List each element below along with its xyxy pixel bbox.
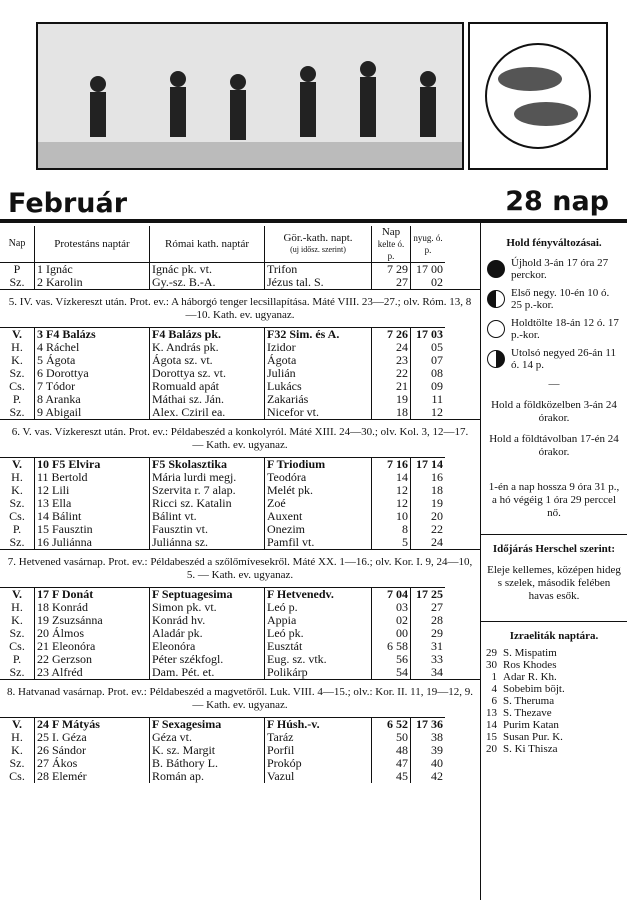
greek-name: F Triodium — [265, 458, 372, 472]
sermon-note: 7. Hetvened vasárnap. Prot. ev.: Példabeszéd a szőlőmívesekről. Máté XX. 1—16.; olv. Kor. I. 9, 24—10, 5. — Kath. ev. ugyanaz. — [0, 549, 480, 587]
sunrise: 8 — [372, 523, 411, 536]
moon-phase-item — [481, 254, 627, 284]
day-row — [0, 666, 445, 679]
col-protestant-header: Protestáns naptár — [35, 226, 150, 262]
greek-name: Auxent — [265, 510, 372, 523]
day-abbr: V. — [11, 327, 23, 341]
protestant-name: 4 Ráchel — [35, 341, 150, 354]
roman-name: Simon pk. vt. — [150, 601, 265, 614]
day-abbr: Sz. — [9, 405, 25, 419]
sun-header: Nap — [381, 226, 401, 238]
sunrise: 14 — [372, 471, 411, 484]
israel-row — [483, 647, 568, 659]
greek-name: Pamfil vt. — [265, 536, 372, 549]
moon-title: Hold fényváltozásai. — [506, 237, 602, 249]
roman-name: F5 Skolasztika — [150, 458, 265, 472]
weather-text: Eleje kellemes, középen hideg s szelek, második felében havas esők. — [487, 564, 621, 602]
last-quarter-icon — [487, 350, 505, 368]
roman-name: Fausztin vt. — [150, 523, 265, 536]
sunrise: 54 — [372, 666, 411, 679]
greek-name: F Húsh.-v. — [265, 718, 372, 732]
israel-calendar — [483, 647, 568, 755]
day-abbr: V. — [11, 587, 23, 601]
sidebar — [480, 223, 627, 900]
roman-name: Ricci sz. Katalin — [150, 497, 265, 510]
sunset: 22 — [411, 523, 446, 536]
sunrise: 12 — [372, 484, 411, 497]
roman-name: Ágota sz. vt. — [150, 354, 265, 367]
sunrise: 03 — [372, 601, 411, 614]
roman-name: K. András pk. — [150, 341, 265, 354]
col-day-header: Nap — [8, 238, 26, 249]
sunrise: 10 — [372, 510, 411, 523]
sunrise: 48 — [372, 744, 411, 757]
day-row — [0, 458, 445, 472]
israel-event: S. Ki Thisza — [503, 743, 558, 755]
sunrise: 00 — [372, 627, 411, 640]
israel-row — [483, 731, 568, 743]
protestant-name: 28 Elemér — [35, 770, 150, 783]
greek-name: Lukács — [265, 380, 372, 393]
greek-name: Melét pk. — [265, 484, 372, 497]
protestant-name: 9 Abigail — [35, 406, 150, 419]
protestant-name: 12 Lili — [35, 484, 150, 497]
sunrise: 50 — [372, 731, 411, 744]
roman-name: Romuald apát — [150, 380, 265, 393]
sunset: 17 14 — [411, 458, 446, 472]
sunrise: 7 26 — [372, 328, 411, 342]
sunrise: 27 — [372, 276, 411, 289]
sunrise: 19 — [372, 393, 411, 406]
roman-name: Juliánna sz. — [150, 536, 265, 549]
day-abbr: Sz. — [9, 535, 25, 549]
protestant-name: 23 Alfréd — [35, 666, 150, 679]
day-row — [0, 718, 445, 732]
full-moon-icon — [487, 320, 505, 338]
moon-phase-text: Újhold 3-án 17 óra 27 perckor. — [511, 257, 609, 281]
greek-name: F Hetvenedv. — [265, 588, 372, 602]
greek-name: Zakariás — [265, 393, 372, 406]
roman-name: Gy.-sz. B.-A. — [150, 276, 265, 289]
protestant-name: 18 Konrád — [35, 601, 150, 614]
sunset: 17 25 — [411, 588, 446, 602]
protestant-name: 14 Bálint — [35, 510, 150, 523]
sunset: 17 03 — [411, 328, 446, 342]
israel-event: S. Thezave — [503, 707, 552, 719]
israel-day: 1 — [491, 671, 497, 683]
greek-name: Appia — [265, 614, 372, 627]
sunrise: 21 — [372, 380, 411, 393]
sunrise: 24 — [372, 341, 411, 354]
roman-name: Dorottya sz. vt. — [150, 367, 265, 380]
calendar-main — [0, 223, 480, 900]
greek-name: Trifon — [265, 263, 372, 277]
protestant-name: 6 Dorottya — [35, 367, 150, 380]
col-sun-set-header: nyug. ó. p. — [411, 226, 446, 262]
day-abbr: Cs. — [9, 379, 25, 393]
roman-name: Szervita r. 7 alap. — [150, 484, 265, 497]
sunset: 39 — [411, 744, 446, 757]
month-days-count: 28 nap — [505, 186, 609, 217]
greek-name: Nicefor vt. — [265, 406, 372, 419]
sunset: 20 — [411, 510, 446, 523]
greek-name: Taráz — [265, 731, 372, 744]
sunset: 17 00 — [411, 263, 446, 277]
israel-event: Susan Pur. K. — [503, 731, 563, 743]
day-row — [0, 770, 445, 783]
week-table — [0, 327, 445, 419]
protestant-name: 27 Ákos — [35, 757, 150, 770]
protestant-name: 21 Eleonóra — [35, 640, 150, 653]
israel-day: 13 — [486, 707, 497, 719]
roman-name: Géza vt. — [150, 731, 265, 744]
day-row — [0, 263, 445, 277]
col-roman-header: Római kath. naptár — [150, 226, 265, 262]
sunset: 31 — [411, 640, 446, 653]
protestant-name: 8 Aranka — [35, 393, 150, 406]
israel-day: 29 — [486, 647, 497, 659]
protestant-name: 22 Gerzson — [35, 653, 150, 666]
greek-name: Eusztát — [265, 640, 372, 653]
greek-name: Julián — [265, 367, 372, 380]
israel-row — [483, 659, 568, 671]
sunrise: 18 — [372, 406, 411, 419]
protestant-name: 19 Zsuzsánna — [35, 614, 150, 627]
day-abbr: P — [13, 262, 21, 276]
sunrise: 45 — [372, 770, 411, 783]
day-abbr: Cs. — [9, 769, 25, 783]
week-table — [0, 262, 445, 289]
calendar-header — [0, 226, 445, 262]
israel-event: S. Theruma — [503, 695, 555, 707]
israel-row — [483, 671, 568, 683]
sunrise: 22 — [372, 367, 411, 380]
roman-name: Dam. Pét. et. — [150, 666, 265, 679]
israel-row — [483, 719, 568, 731]
sunset: 11 — [411, 393, 446, 406]
israel-event: Adar R. Kh. — [503, 671, 557, 683]
moon-phases — [481, 254, 627, 374]
moon-phase-item — [481, 314, 627, 344]
sunset: 40 — [411, 757, 446, 770]
day-abbr: Sz. — [9, 626, 25, 640]
day-abbr: H. — [11, 730, 23, 744]
moon-phase-text: Holdtölte 18-án 12 ó. 17 p.-kor. — [511, 317, 619, 341]
protestant-name: 17 F Donát — [35, 588, 150, 602]
sunrise: 47 — [372, 757, 411, 770]
greek-name: Izidor — [265, 341, 372, 354]
sunset: 28 — [411, 614, 446, 627]
day-row — [0, 588, 445, 602]
divider-dash: — — [548, 378, 560, 390]
sunset: 27 — [411, 601, 446, 614]
israel-event: Purim Katan — [503, 719, 559, 731]
israel-event: Ros Khodes — [503, 659, 557, 671]
moon-phase-item — [481, 344, 627, 374]
protestant-name: 15 Fausztin — [35, 523, 150, 536]
day-abbr: Sz. — [9, 275, 25, 289]
sunset: 05 — [411, 341, 446, 354]
col-greek-subtitle: (uj idősz. szerint) — [290, 245, 346, 254]
greek-name: Polikárp — [265, 666, 372, 679]
sunset: 33 — [411, 653, 446, 666]
sunset: 24 — [411, 536, 446, 549]
day-row — [0, 328, 445, 342]
day-abbr: Cs. — [9, 639, 25, 653]
sunset: 19 — [411, 497, 446, 510]
sunrise: 7 16 — [372, 458, 411, 472]
day-row — [0, 406, 445, 419]
greek-name: Prokóp — [265, 757, 372, 770]
roman-name: Bálint vt. — [150, 510, 265, 523]
protestant-name: 26 Sándor — [35, 744, 150, 757]
day-row — [0, 276, 445, 289]
greek-name: Leó p. — [265, 601, 372, 614]
sunset: 09 — [411, 380, 446, 393]
sunrise: 7 04 — [372, 588, 411, 602]
full-moon-icon — [487, 260, 505, 278]
roman-name: Konrád hv. — [150, 614, 265, 627]
israel-title: Izraeliták naptára. — [481, 621, 627, 647]
day-length-text: 1-én a nap hossza 9 óra 31 p., a hó végéig 1 óra 29 perccel nő. — [488, 481, 620, 519]
greek-name: Jézus tal. S. — [265, 276, 372, 289]
greek-name: Zoé — [265, 497, 372, 510]
greek-name: Vazul — [265, 770, 372, 783]
israel-day: 14 — [486, 719, 497, 731]
day-abbr: V. — [11, 457, 23, 471]
roman-name: Ignác pk. vt. — [150, 263, 265, 277]
day-row — [0, 536, 445, 549]
sunset: 08 — [411, 367, 446, 380]
roman-name: Eleonóra — [150, 640, 265, 653]
day-abbr: P. — [12, 392, 22, 406]
sermon-note: 5. IV. vas. Vízkereszt után. Prot. ev.: A háborgó tenger lecsillapítása. Máté VIII. 23—27.; olv. Róm. 13, 8—10. Kath. ev. ugyanaz. — [0, 289, 480, 327]
protestant-name: 25 I. Géza — [35, 731, 150, 744]
sunrise: 56 — [372, 653, 411, 666]
sunrise: 6 52 — [372, 718, 411, 732]
day-abbr: Sz. — [9, 665, 25, 679]
sunset: 34 — [411, 666, 446, 679]
roman-name: F Septuagesima — [150, 588, 265, 602]
sermon-note: 6. V. vas. Vízkereszt után. Prot. ev.: Példabeszéd a konkolyról. Máté XIII. 24—30.; olv. Kol. 3, 12—17. — Kath. ev. ugyanaz. — [0, 419, 480, 457]
day-abbr: Sz. — [9, 496, 25, 510]
roman-name: Aladár pk. — [150, 627, 265, 640]
day-abbr: P. — [12, 522, 22, 536]
protestant-name: 2 Karolin — [35, 276, 150, 289]
day-abbr: K. — [11, 613, 23, 627]
sunset: 42 — [411, 770, 446, 783]
greek-name: F32 Sim. és A. — [265, 328, 372, 342]
sunrise: 7 29 — [372, 263, 411, 277]
sunrise: 6 58 — [372, 640, 411, 653]
sunset: 17 36 — [411, 718, 446, 732]
israel-event: Sobebim böjt. — [503, 683, 565, 695]
col-sun-rise-header — [372, 226, 411, 262]
day-abbr: P. — [12, 652, 22, 666]
day-abbr: Cs. — [9, 509, 25, 523]
protestant-name: 5 Ágota — [35, 354, 150, 367]
greek-name: Porfil — [265, 744, 372, 757]
roman-name: Román ap. — [150, 770, 265, 783]
protestant-name: 3 F4 Balázs — [35, 328, 150, 342]
month-title: Február — [8, 188, 128, 219]
israel-day: 6 — [491, 695, 497, 707]
israel-row — [483, 707, 568, 719]
sunset: 12 — [411, 406, 446, 419]
roman-name: F Sexagesima — [150, 718, 265, 732]
day-abbr: K. — [11, 743, 23, 757]
sun-rise-label: kelte ó. p. — [377, 239, 405, 261]
greek-name: Ágota — [265, 354, 372, 367]
israel-row — [483, 743, 568, 755]
roman-name: B. Báthory L. — [150, 757, 265, 770]
greek-name: Onezim — [265, 523, 372, 536]
sunrise: 12 — [372, 497, 411, 510]
week-table — [0, 717, 445, 783]
protestant-name: 11 Bertold — [35, 471, 150, 484]
roman-name: Alex. Cziril ea. — [150, 406, 265, 419]
day-abbr: K. — [11, 483, 23, 497]
moon-phase-text: Első negy. 10-én 10 ó. 25 p.-kor. — [511, 287, 610, 311]
day-abbr: H. — [11, 340, 23, 354]
greek-name: Eug. sz. vtk. — [265, 653, 372, 666]
day-abbr: Sz. — [9, 756, 25, 770]
week-table — [0, 587, 445, 679]
sunset: 16 — [411, 471, 446, 484]
week-table — [0, 457, 445, 549]
pisces-zodiac-illustration — [468, 22, 608, 170]
protestant-name: 1 Ignác — [35, 263, 150, 277]
apogee-text: Hold a földtávolban 17-én 24 órakor. — [489, 433, 619, 458]
day-abbr: Sz. — [9, 366, 25, 380]
protestant-name: 10 F5 Elvira — [35, 458, 150, 472]
israel-day: 20 — [486, 743, 497, 755]
roman-name: Máthai sz. Ján. — [150, 393, 265, 406]
greek-name: Leó pk. — [265, 627, 372, 640]
sunset: 07 — [411, 354, 446, 367]
sunset: 02 — [411, 276, 446, 289]
weather-title: Időjárás Herschel szerint: — [481, 534, 627, 560]
day-abbr: K. — [11, 353, 23, 367]
israel-row — [483, 695, 568, 707]
roman-name: Péter székfogl. — [150, 653, 265, 666]
col-greek-header — [265, 226, 372, 262]
sermon-note: 8. Hatvanad vasárnap. Prot. ev.: Példabeszéd a magvetőről. Luk. VIII. 4—15.; olv.: Kor. II. 11, 19—12, 9. — Kath. ev. ugyanaz. — [0, 679, 480, 717]
col-greek-title: Gör.-kath. napt. — [283, 232, 353, 244]
israel-day: 4 — [491, 683, 497, 695]
sunrise: 5 — [372, 536, 411, 549]
sunrise: 02 — [372, 614, 411, 627]
sunrise: 23 — [372, 354, 411, 367]
protestant-name: 20 Álmos — [35, 627, 150, 640]
pisces-icon — [470, 24, 606, 168]
day-abbr: V. — [11, 717, 23, 731]
israel-event: S. Mispatim — [503, 647, 557, 659]
roman-name: F4 Balázs pk. — [150, 328, 265, 342]
protestant-name: 13 Ella — [35, 497, 150, 510]
israel-day: 30 — [486, 659, 497, 671]
day-abbr: H. — [11, 600, 23, 614]
protestant-name: 24 F Mátyás — [35, 718, 150, 732]
roman-name: K. sz. Margit — [150, 744, 265, 757]
protestant-name: 16 Juliánna — [35, 536, 150, 549]
dance-scene-graphic — [38, 24, 462, 168]
dance-scene-illustration — [36, 22, 464, 170]
israel-row — [483, 683, 568, 695]
perigee-text: Hold a földközelben 3-án 24 órakor. — [491, 399, 617, 424]
sunset: 18 — [411, 484, 446, 497]
israel-day: 15 — [486, 731, 497, 743]
weeks-container — [0, 262, 480, 783]
sunset: 29 — [411, 627, 446, 640]
roman-name: Mária lurdi megj. — [150, 471, 265, 484]
greek-name: Teodóra — [265, 471, 372, 484]
protestant-name: 7 Tódor — [35, 380, 150, 393]
moon-phase-item — [481, 284, 627, 314]
first-quarter-icon — [487, 290, 505, 308]
sunset: 38 — [411, 731, 446, 744]
day-abbr: H. — [11, 470, 23, 484]
moon-phase-text: Utolsó negyed 26-án 11 ó. 14 p. — [511, 347, 616, 371]
